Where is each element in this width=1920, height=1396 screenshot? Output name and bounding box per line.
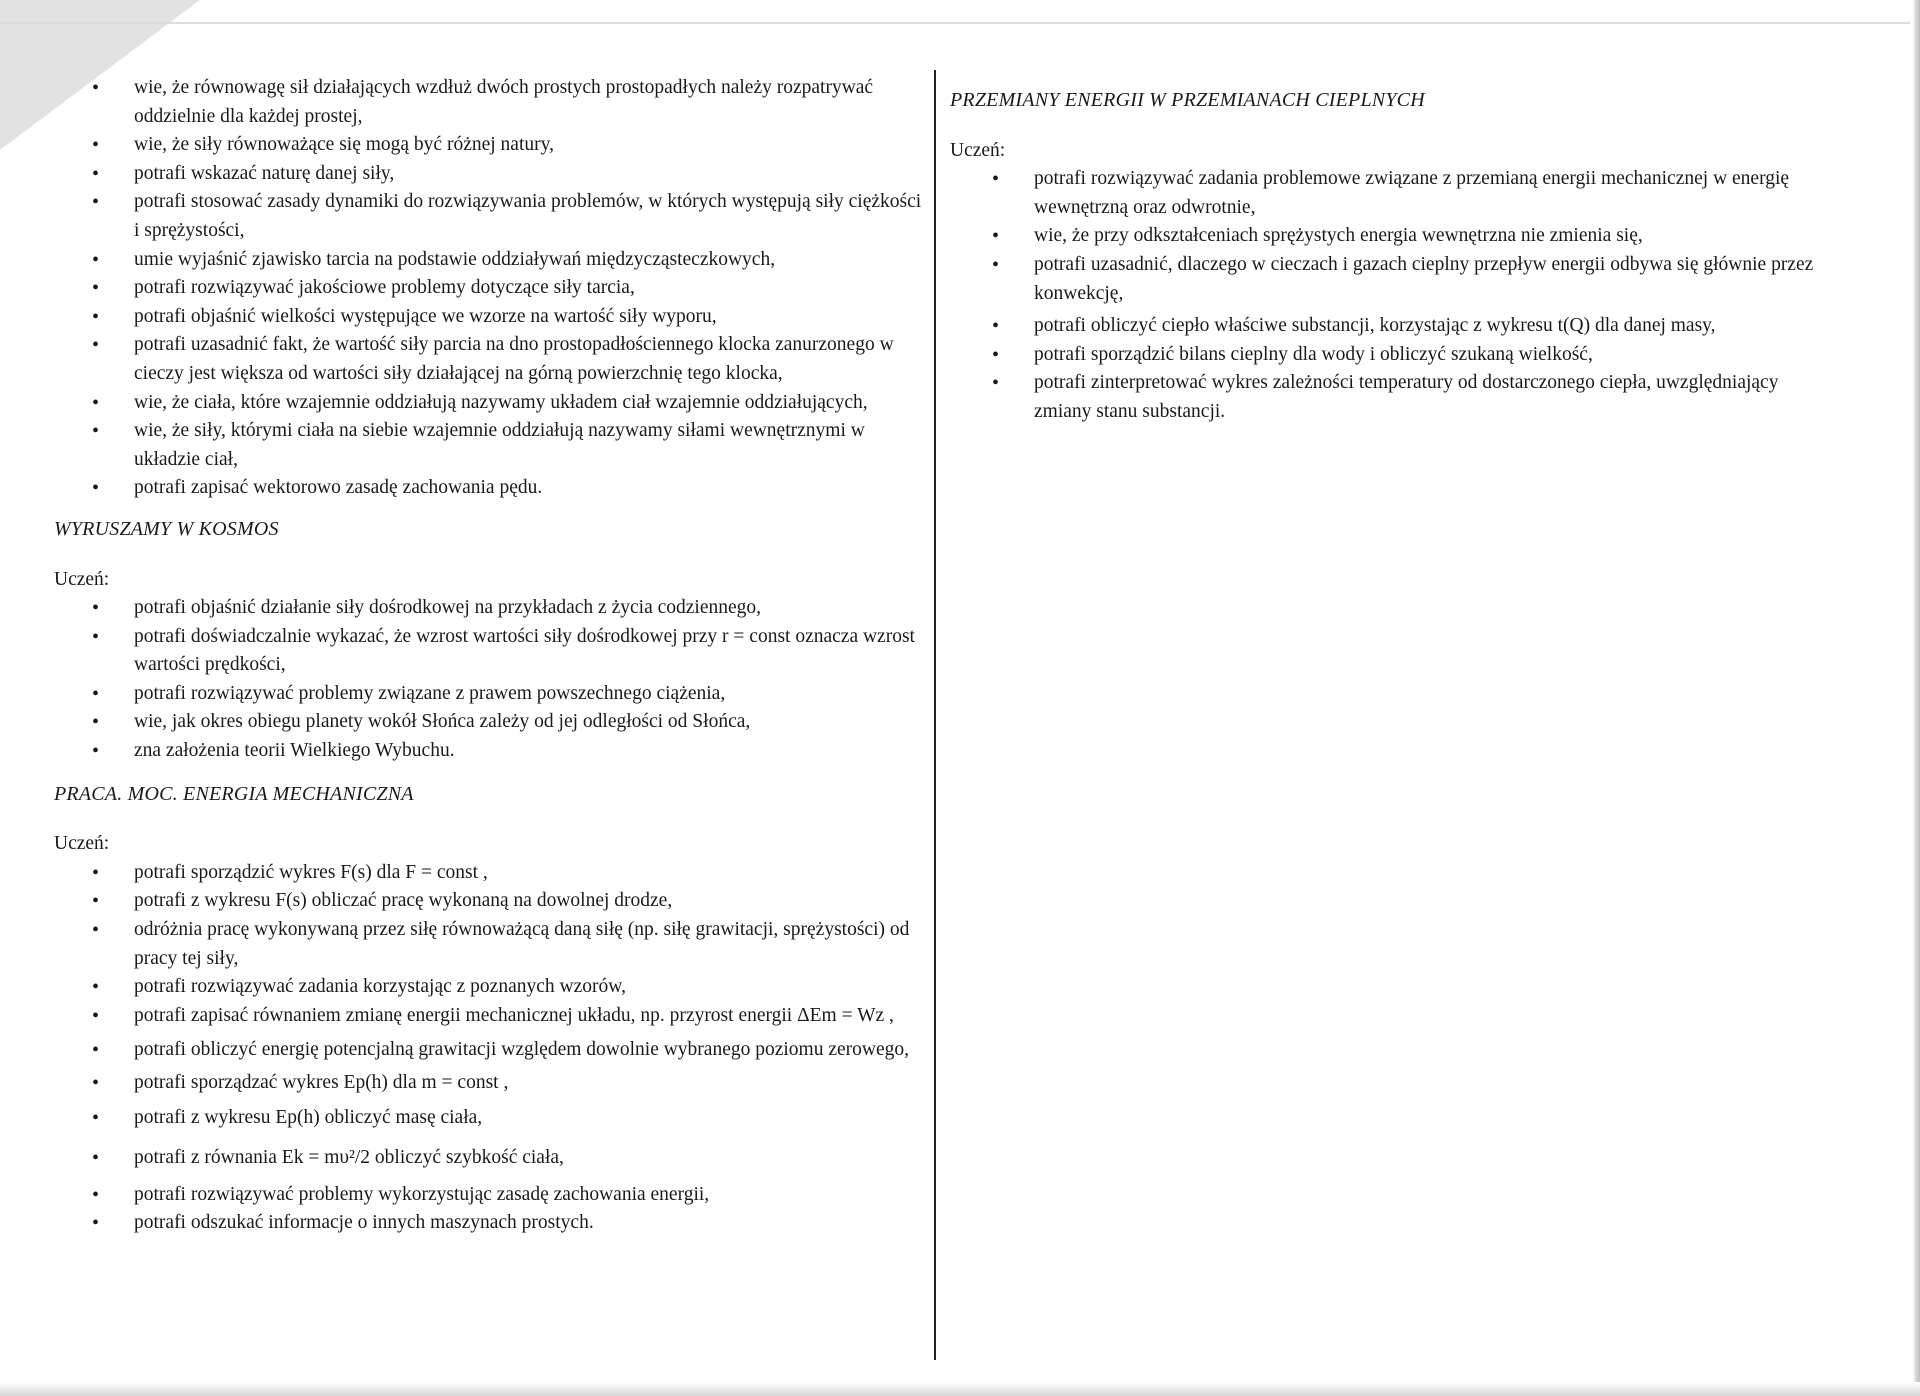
list-item: • wie, że przy odkształceniach sprężystych energia wewnętrzna nie zmienia się,	[950, 222, 1830, 251]
list-item: • potrafi zapisać wektorowo zasadę zachowania pędu.	[54, 474, 922, 503]
column-divider	[934, 70, 936, 1360]
bullet-icon: •	[92, 740, 100, 763]
uczen-label-przemiany: Uczeń:	[950, 139, 1006, 161]
bullet-icon: •	[92, 334, 100, 357]
list-item: • potrafi wskazać naturę danej siły,	[54, 160, 922, 189]
bullet-icon: •	[992, 372, 1000, 395]
bullet-icon: •	[92, 1212, 100, 1235]
bullet-icon: •	[92, 77, 100, 99]
bullet-icon: •	[92, 1072, 100, 1094]
list-item: • potrafi sporządzić bilans cieplny dla wody i obliczyć szukaną wielkość,	[950, 341, 1830, 370]
bullet-icon: •	[92, 1039, 100, 1062]
section-heading-praca: PRACA. MOC. ENERGIA MECHANICZNA	[54, 782, 414, 805]
list-item: • umie wyjaśnić zjawisko tarcia na podstawie oddziaływań międzycząsteczkowych,	[54, 246, 922, 275]
list-item: • potrafi obliczyć energię potencjalną grawitacji względem dowolnie wybranego poziomu zerowego,	[54, 1036, 922, 1065]
list-item: • potrafi z równania Ek = mυ²/2 obliczyć szybkość ciała,	[54, 1144, 922, 1173]
bullet-icon: •	[92, 305, 100, 328]
praca-list	[54, 859, 922, 1238]
list-item: • potrafi rozwiązywać zadania korzystając z poznanych wzorów,	[54, 973, 922, 1002]
bullet-icon: •	[992, 343, 1000, 366]
bullet-icon: •	[92, 597, 100, 620]
przemiany-list	[950, 165, 1830, 426]
bullet-icon: •	[92, 976, 100, 999]
bullet-icon: •	[92, 625, 100, 648]
bullet-icon: •	[992, 225, 1000, 248]
list-item: • wie, że ciała, które wzajemnie oddziałują nazywamy układem ciał wzajemnie oddziałujących,	[54, 389, 922, 418]
list-item: • potrafi zapisać równaniem zmianę energii mechanicznej układu, np. przyrost energii ΔEm = Wz ,	[54, 1002, 922, 1031]
list-item: • potrafi doświadczalnie wykazać, że wzrost wartości siły dośrodkowej przy r = const oznacza wzrost wartości prędkości,	[54, 623, 922, 680]
bullet-icon: •	[92, 682, 100, 705]
uczen-label-kosmos: Uczeń:	[54, 568, 110, 590]
bullet-icon: •	[92, 162, 100, 185]
bullet-icon: •	[92, 191, 100, 214]
bullet-icon: •	[92, 1183, 100, 1206]
section-heading-przemiany: PRZEMIANY ENERGII W PRZEMIANACH CIEPLNYCH	[950, 89, 1425, 111]
bullet-icon: •	[92, 1004, 100, 1027]
sheet-top-edge	[0, 22, 1910, 24]
list-item: • wie, że równowagę sił działających wzdłuż dwóch prostych prostopadłych należy rozpatrywać oddzielnie dla każdej prostej,	[54, 74, 922, 131]
sheet-bottom-edge	[0, 1382, 1920, 1396]
bullet-icon: •	[92, 134, 100, 157]
list-item: • wie, że siły równoważące się mogą być różnej natury,	[54, 131, 922, 160]
list-item: • potrafi uzasadnić, dlaczego w cieczach i gazach cieplny przepływ energii odbywa się głównie przez konwekcję,	[950, 251, 1830, 308]
list-item: • potrafi rozwiązywać zadania problemowe związane z przemianą energii mechanicznej w energię wewnętrzną oraz odwrotnie,	[950, 165, 1830, 222]
list-item: • potrafi objaśnić działanie siły dośrodkowej na przykładach z życia codziennego,	[54, 594, 922, 623]
intro-list	[54, 74, 922, 503]
list-item: • potrafi rozwiązywać jakościowe problemy dotyczące siły tarcia,	[54, 274, 922, 303]
list-item: • potrafi odszukać informacje o innych maszynach prostych.	[54, 1209, 922, 1238]
right-column	[950, 86, 1830, 427]
bullet-icon: •	[92, 277, 100, 300]
list-item: • potrafi objaśnić wielkości występujące we wzorze na wartość siły wyporu,	[54, 303, 922, 332]
bullet-icon: •	[92, 861, 100, 884]
list-item: • wie, że siły, którymi ciała na siebie wzajemnie oddziałują nazywamy siłami wewnętrznymi w układzie ciał,	[54, 417, 922, 474]
kosmos-list	[54, 594, 922, 766]
list-item: • potrafi sporządzać wykres Ep(h) dla m = const ,	[54, 1069, 922, 1098]
list-item: • potrafi z wykresu Ep(h) obliczyć masę ciała,	[54, 1104, 922, 1133]
section-heading-kosmos: WYRUSZAMY W KOSMOS	[54, 517, 279, 540]
bullet-icon: •	[92, 248, 100, 271]
uczen-label-praca: Uczeń:	[54, 833, 110, 855]
list-item: • odróżnia pracę wykonywaną przez siłę równoważącą daną siłę (np. siłę grawitacji, sprężystości) od pracy tej siły,	[54, 916, 922, 973]
list-item: • zna założenia teorii Wielkiego Wybuchu.	[54, 737, 922, 766]
sheet-right-edge	[1914, 0, 1920, 1396]
bullet-icon: •	[992, 168, 1000, 191]
list-item: • potrafi sporządzić wykres F(s) dla F = const ,	[54, 859, 922, 888]
list-item: • potrafi z wykresu F(s) obliczać pracę wykonaną na dowolnej drodze,	[54, 887, 922, 916]
list-item: • potrafi zinterpretować wykres zależności temperatury od dostarczonego ciepła, uwzględniający zmiany stanu substancji.	[950, 369, 1830, 426]
bullet-icon: •	[992, 315, 1000, 338]
bullet-icon: •	[992, 253, 1000, 276]
list-item: • potrafi uzasadnić fakt, że wartość siły parcia na dno prostopadłościennego klocka zanurzonego w cieczy jest większa od wartości siły działającej na górną powierzchnię tego klocka,	[54, 331, 922, 388]
bullet-icon: •	[92, 420, 100, 443]
list-item: • potrafi stosować zasady dynamiki do rozwiązywania problemów, w których występują siły ciężkości i sprężystości,	[54, 188, 922, 245]
list-item: • wie, jak okres obiegu planety wokół Słońca zależy od jej odległości od Słońca,	[54, 708, 922, 737]
bullet-icon: •	[92, 890, 100, 913]
list-item: • potrafi rozwiązywać problemy związane z prawem powszechnego ciążenia,	[54, 680, 922, 709]
bullet-icon: •	[92, 391, 100, 414]
bullet-icon: •	[92, 1106, 100, 1129]
list-item: • potrafi rozwiązywać problemy wykorzystując zasadę zachowania energii,	[54, 1181, 922, 1210]
bullet-icon: •	[92, 1147, 100, 1170]
bullet-icon: •	[92, 477, 100, 500]
list-item: • potrafi obliczyć ciepło właściwe substancji, korzystając z wykresu t(Q) dla danej masy,	[950, 312, 1830, 341]
left-column	[54, 74, 922, 1238]
bullet-icon: •	[92, 919, 100, 942]
bullet-icon: •	[92, 711, 100, 734]
